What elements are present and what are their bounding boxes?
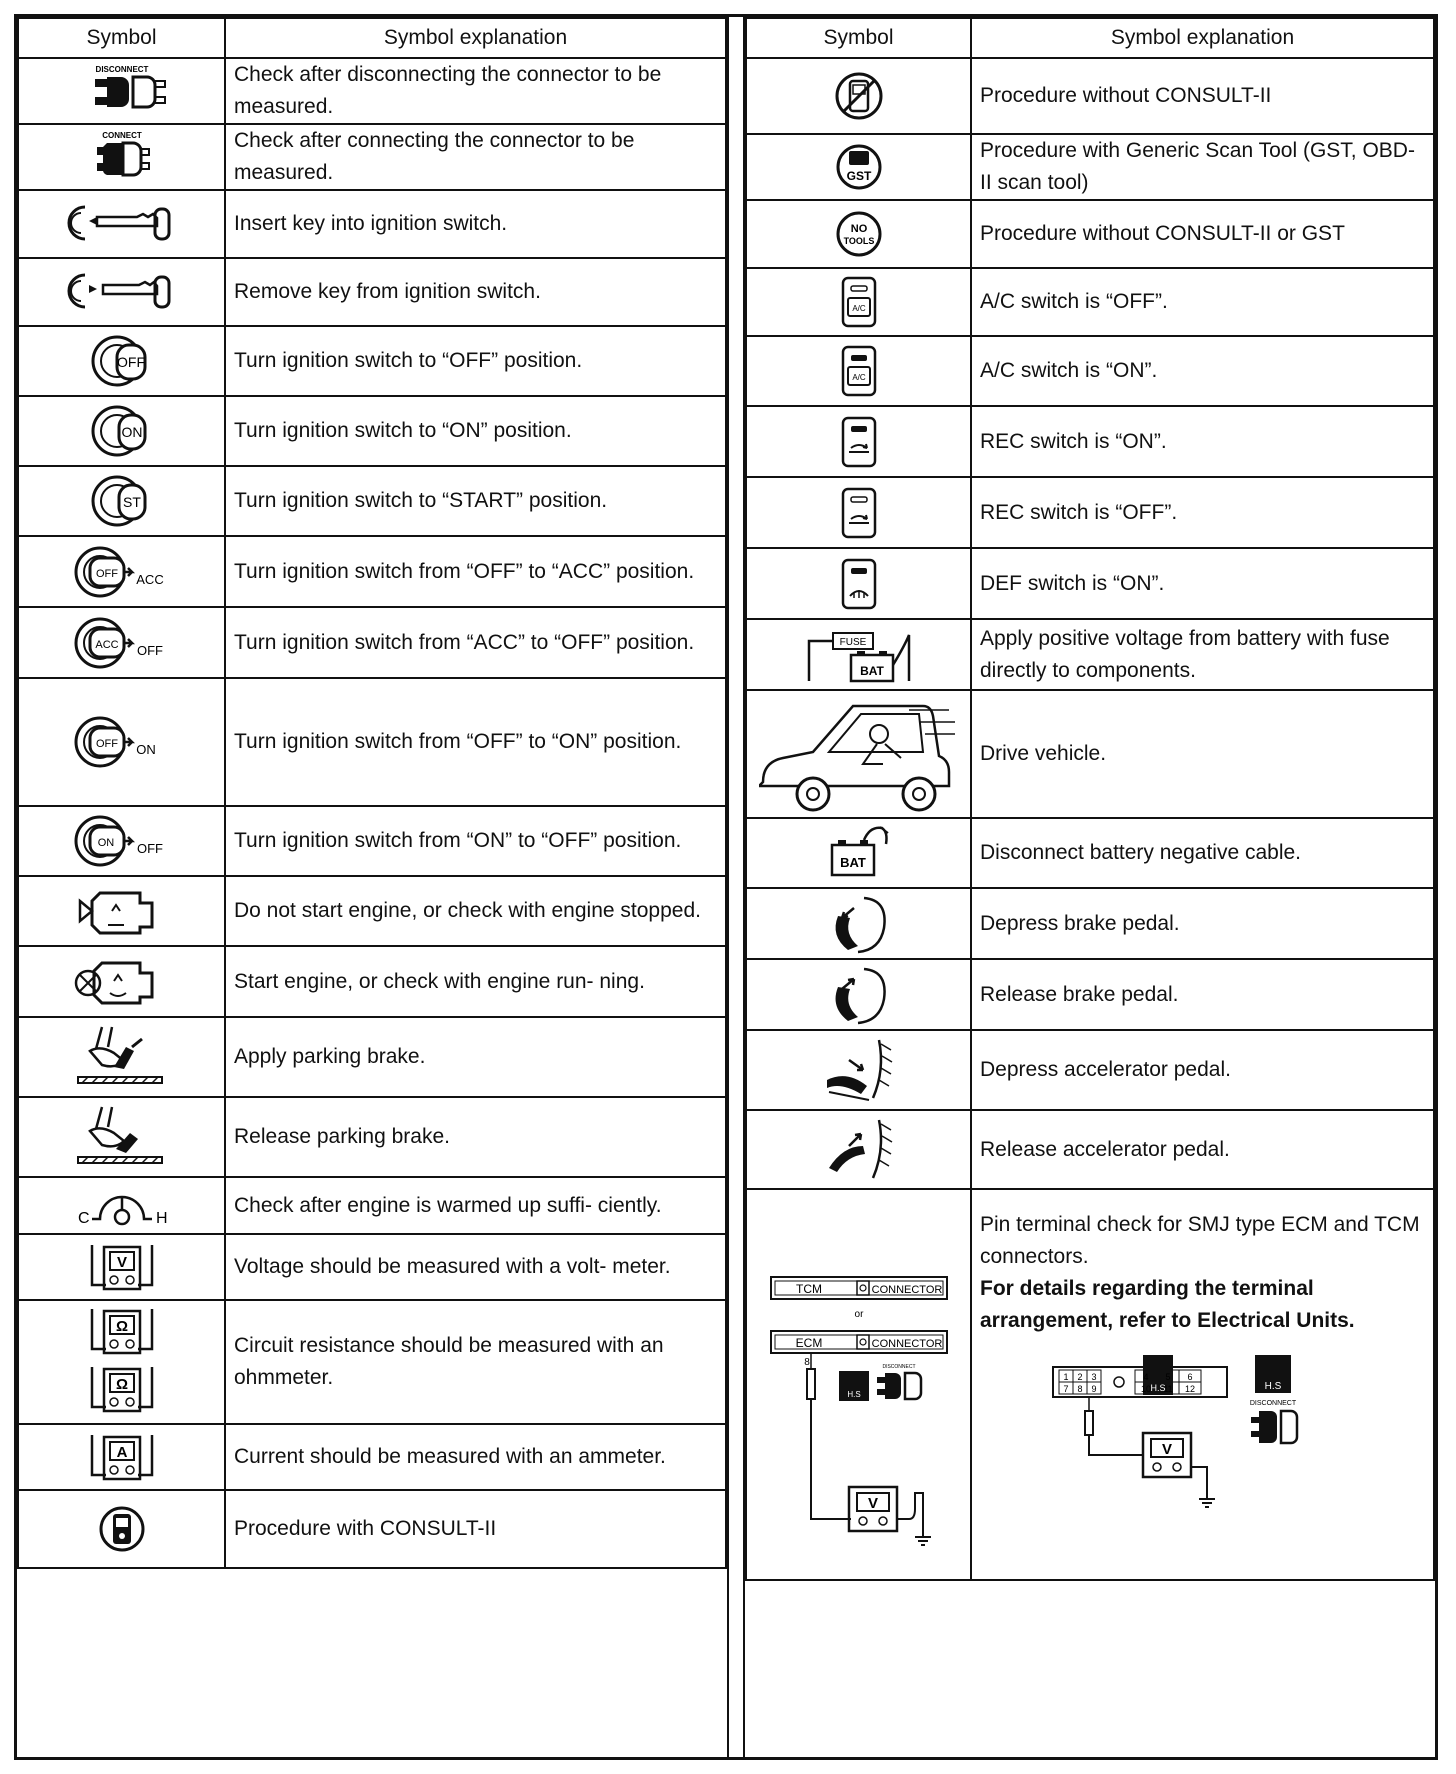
hot-label: H [155,1209,168,1227]
gst-label: GST [846,169,871,183]
table-row [746,1030,1434,1110]
explanation-text: Disconnect battery negative cable. [971,818,1434,888]
hs-label: H.S [846,1389,861,1399]
right-symbol-header: Symbol [746,18,971,58]
table-row [18,1017,726,1097]
rec-switch-off-icon [839,485,879,541]
remove-key-icon [67,267,177,317]
consult-ii-icon [97,1504,147,1554]
table-row [18,466,726,536]
explanation-text: Turn ignition switch from “OFF” to “ON” position. [225,678,726,806]
meter-label: Ω [115,1376,128,1393]
terminal-number: 2 [1076,1371,1083,1382]
tools-label: TOOLS [843,236,874,246]
release-accelerator-icon [819,1116,899,1184]
table-row [18,1234,726,1300]
explanation-text: Turn ignition switch to “START” position. [225,466,726,536]
release-parking-brake-icon [72,1103,172,1171]
terminal-number: 11 [1162,1383,1173,1394]
table-row [746,888,1434,959]
terminal-number: 3 [1090,1371,1097,1382]
explanation-text: Apply parking brake. [225,1017,726,1097]
ac-switch-off-icon [839,274,879,330]
pin-terminal-check-row [746,1189,1434,1580]
explanation-text: Voltage should be measured with a volt- meter. [225,1234,726,1300]
left-symbol-header: Symbol [18,18,225,58]
left-explanation-header: Symbol explanation [225,18,726,58]
explanation-text: Depress accelerator pedal. [971,1030,1434,1110]
ignition-on-label: ON [121,424,142,440]
explanation-text: Do not start engine, or check with engine stopped. [225,876,726,946]
table-row [18,326,726,396]
meter-label: V [1161,1440,1172,1458]
terminal-number: 8 [1076,1383,1083,1394]
table-row [18,1097,726,1177]
table-row [746,619,1434,690]
ecm-label: ECM [795,1335,822,1350]
meter-label: Ω [115,1318,128,1335]
ignition-off-acc-icon [72,542,172,602]
hs-label: H.S [1264,1380,1281,1392]
connect-connector-icon [77,129,167,185]
connector-label: CONNECTOR [871,1337,942,1350]
terminal-number: 6 [1186,1371,1193,1382]
no-tools-icon [834,209,884,259]
bat-label: BAT [859,663,884,678]
explanation-text: Release accelerator pedal. [971,1110,1434,1189]
insert-key-icon [67,199,177,249]
table-row [746,336,1434,406]
to-position-label: OFF [136,642,163,658]
ohmmeter-icon [82,1305,162,1419]
left-symbol-table [17,17,727,1757]
rec-switch-on-icon [839,414,879,470]
def-switch-on-icon [839,556,879,612]
depress-brake-icon [824,894,894,954]
disconnect-label: DISCONNECT [1249,1399,1296,1407]
from-position-label: OFF [95,738,118,750]
to-position-label: ON [135,742,156,757]
table-row [18,1424,726,1490]
disconnect-icon-label: DISCONNECT [95,65,148,74]
table-row [18,876,726,946]
depress-accelerator-icon [819,1036,899,1104]
table-row [18,1300,726,1424]
meter-label: V [867,1494,878,1512]
table-row [18,1490,726,1568]
explanation-text: REC switch is “ON”. [971,406,1434,477]
table-row [746,58,1434,134]
drive-vehicle-icon [759,694,959,814]
ignition-off-icon [87,331,157,391]
left-header-row [18,18,726,58]
to-position-label: OFF [136,841,163,856]
table-row [18,806,726,876]
explanation-text: Turn ignition switch from “OFF” to “ACC” position. [225,536,726,607]
right-explanation-header: Symbol explanation [971,18,1434,58]
pin-check-text: Pin terminal check for SMJ type ECM and TCM connectors. [980,1212,1420,1268]
explanation-text: Procedure without CONSULT-II [971,58,1434,134]
table-row [18,1177,726,1234]
table-row [18,607,726,678]
table-row [746,268,1434,336]
terminal-number: 4 [1142,1371,1149,1382]
no-label: NO [850,223,867,235]
column-gutter [727,17,745,1757]
pin-check-diagram-icon [759,1205,959,1565]
explanation-text: Apply positive voltage from battery with fuse directly to components. [971,619,1434,690]
table-row [746,959,1434,1030]
terminal-arrangement-icon [1043,1351,1363,1521]
explanation-text: REC switch is “OFF”. [971,477,1434,548]
explanation-text: Insert key into ignition switch. [225,190,726,258]
ignition-off-label: OFF [116,354,145,370]
disconnect-label: DISCONNECT [881,1363,916,1370]
table-row [746,200,1434,268]
table-row [746,477,1434,548]
connector-label: CONNECTOR [871,1283,942,1296]
meter-label: V [116,1254,127,1271]
to-position-label: ACC [135,571,164,587]
from-position-label: OFF [95,567,118,580]
explanation-text: Turn ignition switch from “ON” to “OFF” position. [225,806,726,876]
ac-label: A/C [851,373,866,382]
bat-label: BAT [839,855,866,870]
fused-battery-icon [799,625,919,685]
ammeter-icon [82,1429,162,1485]
explanation-text: Current should be measured with an ammeter. [225,1424,726,1490]
table-row [746,690,1434,818]
battery-disconnect-icon [824,823,894,883]
terminal-number: 1 [1062,1371,1069,1382]
explanation-text: Check after disconnecting the connector to be measured. [225,58,726,124]
explanation-text: Procedure with Generic Scan Tool (GST, OBD-II scan tool) [971,134,1434,200]
explanation-text: Turn ignition switch from “ACC” to “OFF” position. [225,607,726,678]
tcm-label: TCM [795,1281,822,1296]
explanation-text: A/C switch is “ON”. [971,336,1434,406]
disconnect-connector-icon [67,63,177,119]
engine-running-icon [72,951,172,1013]
right-symbol-table [745,17,1435,1757]
explanation-text: Check after engine is warmed up suffi- ciently. [225,1177,726,1234]
explanation-text: Turn ignition switch to “OFF” position. [225,326,726,396]
table-row [18,678,726,806]
ac-label: A/C [851,304,866,313]
explanation-text: Turn ignition switch to “ON” position. [225,396,726,466]
explanation-text: DEF switch is “ON”. [971,548,1434,619]
terminal-number: 7 [1062,1383,1069,1394]
table-row [18,536,726,607]
or-label: or [854,1308,863,1320]
explanation-text: Drive vehicle. [971,690,1434,818]
right-header-row [746,18,1434,58]
cold-label: C [77,1209,90,1227]
release-brake-icon [824,965,894,1025]
explanation-text: A/C switch is “OFF”. [971,268,1434,336]
explanation-text: Release parking brake. [225,1097,726,1177]
table-row [746,406,1434,477]
ignition-on-icon [87,401,157,461]
table-row [746,548,1434,619]
from-position-label: ACC [94,638,119,651]
hs-label: H.S [1149,1382,1166,1393]
table-row [746,1110,1434,1189]
no-consult-icon [833,70,885,122]
explanation-text: Remove key from ignition switch. [225,258,726,326]
symbol-table-sheet [14,14,1438,1760]
table-row [18,190,726,258]
explanation-text: Depress brake pedal. [971,888,1434,959]
ignition-start-label: ST [122,494,141,510]
ignition-on-off-icon [72,811,172,871]
ac-switch-on-icon [839,343,879,399]
table-row [18,396,726,466]
explanation-text: Check after connecting the connector to be measured. [225,124,726,190]
terminal-number: 5 [1164,1371,1171,1382]
terminal-number: 10 [1140,1383,1151,1394]
terminal-number: 9 [1090,1383,1097,1394]
explanation-text: Procedure with CONSULT-II [225,1490,726,1568]
explanation-text: Release brake pedal. [971,959,1434,1030]
gst-icon [834,142,884,192]
pin-number-label: 8 [803,1356,810,1368]
fuse-label: FUSE [839,636,866,648]
voltmeter-icon [82,1239,162,1295]
table-row [746,818,1434,888]
table-row [18,946,726,1017]
ignition-off-on-icon [72,712,172,772]
temperature-gauge-icon [62,1183,182,1229]
table-row [18,124,726,190]
table-row [746,134,1434,200]
meter-label: A [116,1444,127,1461]
apply-parking-brake-icon [72,1023,172,1091]
ignition-acc-off-icon [72,613,172,673]
pin-check-bold-text: For details regarding the terminal arrangement, refer to Electrical Units. [980,1276,1355,1332]
from-position-label: ON [97,837,114,849]
table-row [18,258,726,326]
connect-icon-label: CONNECT [101,131,142,140]
ignition-start-icon [87,471,157,531]
explanation-text: Circuit resistance should be measured with an ohmmeter. [225,1300,726,1424]
engine-stopped-icon [72,881,172,941]
table-row [18,58,726,124]
explanation-text: Start engine, or check with engine run- ning. [225,946,726,1017]
terminal-number: 12 [1184,1383,1195,1394]
explanation-text: Procedure without CONSULT-II or GST [971,200,1434,268]
